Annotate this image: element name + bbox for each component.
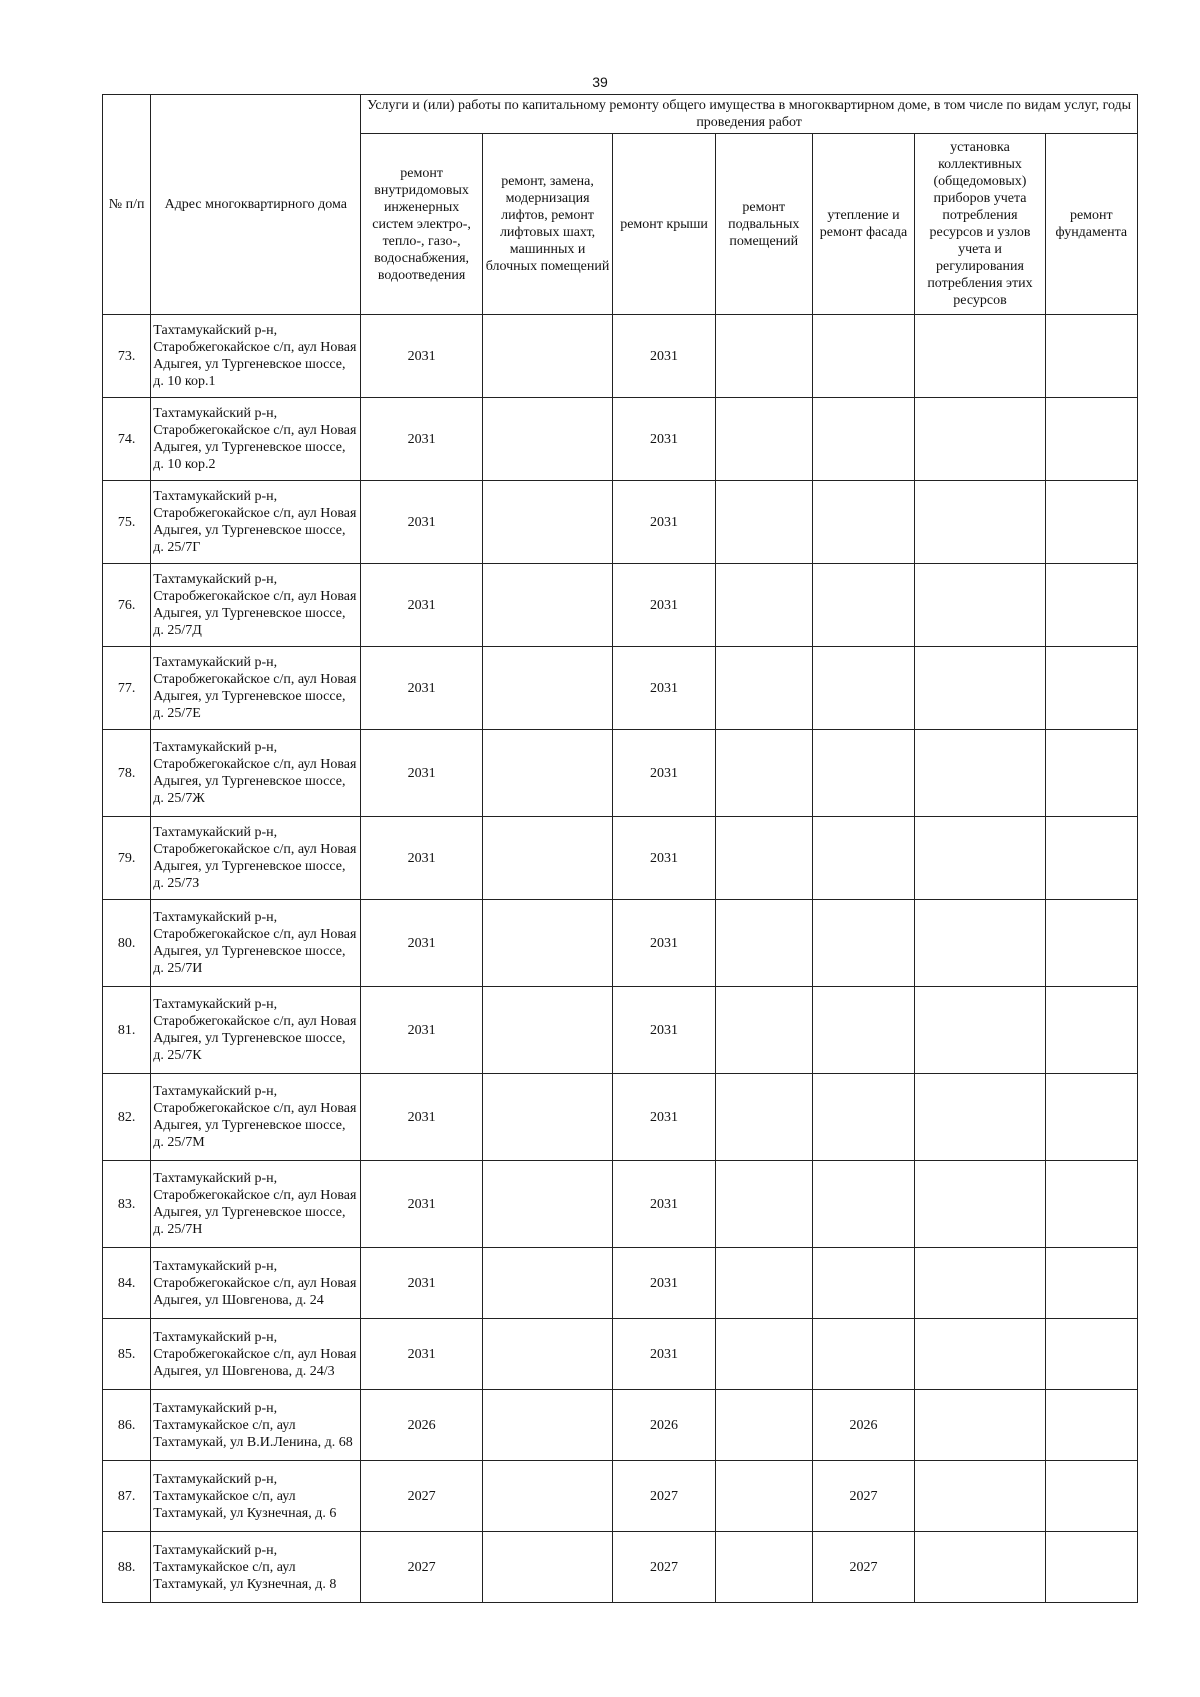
header-col-meters: установка коллективных (общедомовых) приборов учета потребления ресурсов и узлов учета и регулирования потребления этих ресурсов [915, 134, 1045, 315]
cell-facade [812, 817, 915, 900]
cell-meters [915, 900, 1045, 987]
cell-lifts [482, 1532, 612, 1603]
cell-roof: 2027 [613, 1532, 716, 1603]
cell-meters [915, 1248, 1045, 1319]
cell-facade [812, 398, 915, 481]
cell-foundation [1045, 398, 1137, 481]
cell-basement [715, 987, 812, 1074]
cell-facade [812, 1074, 915, 1161]
table-row [103, 987, 1138, 1074]
cell-meters [915, 817, 1045, 900]
cell-foundation [1045, 1390, 1137, 1461]
table-row [103, 564, 1138, 647]
cell-roof: 2031 [613, 987, 716, 1074]
row-address: Тахтамукайский р-н, Старобжегокайское с/п, аул Новая Адыгея, ул Тургеневское шоссе, д. 25/7Н [151, 1161, 361, 1248]
cell-engineering: 2026 [361, 1390, 483, 1461]
cell-roof: 2031 [613, 817, 716, 900]
row-num: 84. [103, 1248, 151, 1319]
row-address: Тахтамукайский р-н, Тахтамукайское с/п, аул Тахтамукай, ул Кузнечная, д. 8 [151, 1532, 361, 1603]
cell-roof: 2031 [613, 564, 716, 647]
cell-facade [812, 481, 915, 564]
cell-lifts [482, 1161, 612, 1248]
cell-foundation [1045, 900, 1137, 987]
table-row [103, 817, 1138, 900]
cell-basement [715, 647, 812, 730]
cell-meters [915, 1319, 1045, 1390]
table-row [103, 730, 1138, 817]
table-row [103, 1532, 1138, 1603]
cell-meters [915, 1461, 1045, 1532]
table-row [103, 647, 1138, 730]
cell-lifts [482, 398, 612, 481]
row-num: 79. [103, 817, 151, 900]
row-address: Тахтамукайский р-н, Старобжегокайское с/п, аул Новая Адыгея, ул Тургеневское шоссе, д. 25/7Д [151, 564, 361, 647]
cell-facade [812, 315, 915, 398]
cell-lifts [482, 564, 612, 647]
cell-lifts [482, 987, 612, 1074]
cell-foundation [1045, 1161, 1137, 1248]
row-address: Тахтамукайский р-н, Тахтамукайское с/п, аул Тахтамукай, ул В.И.Ленина, д. 68 [151, 1390, 361, 1461]
row-num: 86. [103, 1390, 151, 1461]
cell-meters [915, 315, 1045, 398]
cell-foundation [1045, 1074, 1137, 1161]
row-address: Тахтамукайский р-н, Старобжегокайское с/п, аул Новая Адыгея, ул Тургеневское шоссе, д. 25/7З [151, 817, 361, 900]
cell-lifts [482, 900, 612, 987]
cell-meters [915, 1161, 1045, 1248]
cell-roof: 2031 [613, 1319, 716, 1390]
row-address: Тахтамукайский р-н, Старобжегокайское с/п, аул Новая Адыгея, ул Тургеневское шоссе, д. 25/7И [151, 900, 361, 987]
table-row [103, 1319, 1138, 1390]
cell-basement [715, 1461, 812, 1532]
header-col-roof: ремонт крыши [613, 134, 716, 315]
cell-engineering: 2031 [361, 1161, 483, 1248]
cell-basement [715, 1248, 812, 1319]
cell-lifts [482, 1461, 612, 1532]
cell-basement [715, 1532, 812, 1603]
cell-foundation [1045, 730, 1137, 817]
cell-roof: 2031 [613, 481, 716, 564]
cell-foundation [1045, 1532, 1137, 1603]
header-col-foundation: ремонт фундамента [1045, 134, 1137, 315]
row-num: 88. [103, 1532, 151, 1603]
row-address: Тахтамукайский р-н, Тахтамукайское с/п, аул Тахтамукай, ул Кузнечная, д. 6 [151, 1461, 361, 1532]
header-address: Адрес многоквартирного дома [151, 95, 361, 315]
row-address: Тахтамукайский р-н, Старобжегокайское с/п, аул Новая Адыгея, ул Тургеневское шоссе, д. 25/7Ж [151, 730, 361, 817]
cell-roof: 2031 [613, 398, 716, 481]
cell-engineering: 2031 [361, 900, 483, 987]
cell-meters [915, 987, 1045, 1074]
cell-engineering: 2031 [361, 1248, 483, 1319]
cell-meters [915, 398, 1045, 481]
cell-engineering: 2027 [361, 1532, 483, 1603]
row-num: 75. [103, 481, 151, 564]
cell-basement [715, 730, 812, 817]
cell-meters [915, 564, 1045, 647]
cell-roof: 2031 [613, 1074, 716, 1161]
cell-basement [715, 1161, 812, 1248]
cell-engineering: 2031 [361, 315, 483, 398]
cell-roof: 2031 [613, 1248, 716, 1319]
cell-lifts [482, 647, 612, 730]
cell-facade [812, 1161, 915, 1248]
cell-facade [812, 564, 915, 647]
row-address: Тахтамукайский р-н, Старобжегокайское с/п, аул Новая Адыгея, ул Шовгенова, д. 24 [151, 1248, 361, 1319]
cell-facade [812, 647, 915, 730]
cell-foundation [1045, 481, 1137, 564]
cell-foundation [1045, 1319, 1137, 1390]
cell-roof: 2027 [613, 1461, 716, 1532]
row-address: Тахтамукайский р-н, Старобжегокайское с/п, аул Новая Адыгея, ул Тургеневское шоссе, д. 10 кор.1 [151, 315, 361, 398]
cell-lifts [482, 817, 612, 900]
header-col-facade: утепление и ремонт фасада [812, 134, 915, 315]
cell-foundation [1045, 647, 1137, 730]
cell-engineering: 2031 [361, 1319, 483, 1390]
cell-engineering: 2031 [361, 398, 483, 481]
cell-foundation [1045, 817, 1137, 900]
cell-lifts [482, 1248, 612, 1319]
row-address: Тахтамукайский р-н, Старобжегокайское с/п, аул Новая Адыгея, ул Шовгенова, д. 24/3 [151, 1319, 361, 1390]
cell-facade [812, 730, 915, 817]
cell-foundation [1045, 987, 1137, 1074]
row-num: 81. [103, 987, 151, 1074]
cell-engineering: 2031 [361, 481, 483, 564]
cell-foundation [1045, 1461, 1137, 1532]
row-address: Тахтамукайский р-н, Старобжегокайское с/п, аул Новая Адыгея, ул Тургеневское шоссе, д. 25/7М [151, 1074, 361, 1161]
cell-lifts [482, 1319, 612, 1390]
cell-roof: 2031 [613, 1161, 716, 1248]
row-address: Тахтамукайский р-н, Старобжегокайское с/п, аул Новая Адыгея, ул Тургеневское шоссе, д. 10 кор.2 [151, 398, 361, 481]
cell-roof: 2026 [613, 1390, 716, 1461]
cell-roof: 2031 [613, 900, 716, 987]
cell-facade [812, 987, 915, 1074]
row-num: 80. [103, 900, 151, 987]
table-row [103, 1461, 1138, 1532]
cell-basement [715, 1319, 812, 1390]
table-row [103, 398, 1138, 481]
row-address: Тахтамукайский р-н, Старобжегокайское с/п, аул Новая Адыгея, ул Тургеневское шоссе, д. 25/7К [151, 987, 361, 1074]
row-num: 78. [103, 730, 151, 817]
cell-basement [715, 1074, 812, 1161]
table-row [103, 1161, 1138, 1248]
table-row [103, 1248, 1138, 1319]
cell-basement [715, 817, 812, 900]
cell-lifts [482, 481, 612, 564]
cell-engineering: 2031 [361, 730, 483, 817]
cell-basement [715, 398, 812, 481]
cell-basement [715, 564, 812, 647]
cell-basement [715, 481, 812, 564]
header-col-engineering: ремонт внутридомовых инженерных систем электро-, тепло-, газо-, водоснабжения, водоотведения [361, 134, 483, 315]
table-row [103, 1390, 1138, 1461]
row-num: 83. [103, 1161, 151, 1248]
header-col-basement: ремонт подвальных помещений [715, 134, 812, 315]
capital-repair-table [102, 94, 1138, 1603]
cell-engineering: 2031 [361, 564, 483, 647]
table-row [103, 315, 1138, 398]
cell-lifts [482, 315, 612, 398]
table-row [103, 1074, 1138, 1161]
cell-engineering: 2031 [361, 1074, 483, 1161]
cell-foundation [1045, 315, 1137, 398]
row-num: 74. [103, 398, 151, 481]
row-num: 73. [103, 315, 151, 398]
cell-lifts [482, 1390, 612, 1461]
cell-meters [915, 647, 1045, 730]
cell-facade: 2027 [812, 1532, 915, 1603]
cell-basement [715, 1390, 812, 1461]
cell-meters [915, 481, 1045, 564]
cell-facade [812, 900, 915, 987]
cell-meters [915, 1074, 1045, 1161]
cell-facade [812, 1319, 915, 1390]
table-row [103, 900, 1138, 987]
row-num: 85. [103, 1319, 151, 1390]
row-num: 77. [103, 647, 151, 730]
cell-roof: 2031 [613, 647, 716, 730]
cell-roof: 2031 [613, 730, 716, 817]
cell-foundation [1045, 1248, 1137, 1319]
cell-engineering: 2031 [361, 987, 483, 1074]
cell-roof: 2031 [613, 315, 716, 398]
row-address: Тахтамукайский р-н, Старобжегокайское с/п, аул Новая Адыгея, ул Тургеневское шоссе, д. 25/7Е [151, 647, 361, 730]
cell-foundation [1045, 564, 1137, 647]
cell-meters [915, 730, 1045, 817]
cell-lifts [482, 1074, 612, 1161]
cell-basement [715, 315, 812, 398]
cell-facade: 2026 [812, 1390, 915, 1461]
page-number: 39 [592, 74, 608, 90]
cell-lifts [482, 730, 612, 817]
row-num: 87. [103, 1461, 151, 1532]
cell-facade: 2027 [812, 1461, 915, 1532]
row-address: Тахтамукайский р-н, Старобжегокайское с/п, аул Новая Адыгея, ул Тургеневское шоссе, д. 25/7Г [151, 481, 361, 564]
cell-facade [812, 1248, 915, 1319]
header-col-lifts: ремонт, замена, модернизация лифтов, ремонт лифтовых шахт, машинных и блочных помещений [482, 134, 612, 315]
table-row [103, 481, 1138, 564]
cell-engineering: 2031 [361, 817, 483, 900]
cell-meters [915, 1390, 1045, 1461]
cell-engineering: 2031 [361, 647, 483, 730]
row-num: 82. [103, 1074, 151, 1161]
cell-basement [715, 900, 812, 987]
header-num: № п/п [103, 95, 151, 315]
header-services-group: Услуги и (или) работы по капитальному ремонту общего имущества в многоквартирном доме, в том числе по видам услуг, годы проведения работ [361, 95, 1138, 134]
cell-meters [915, 1532, 1045, 1603]
cell-engineering: 2027 [361, 1461, 483, 1532]
row-num: 76. [103, 564, 151, 647]
